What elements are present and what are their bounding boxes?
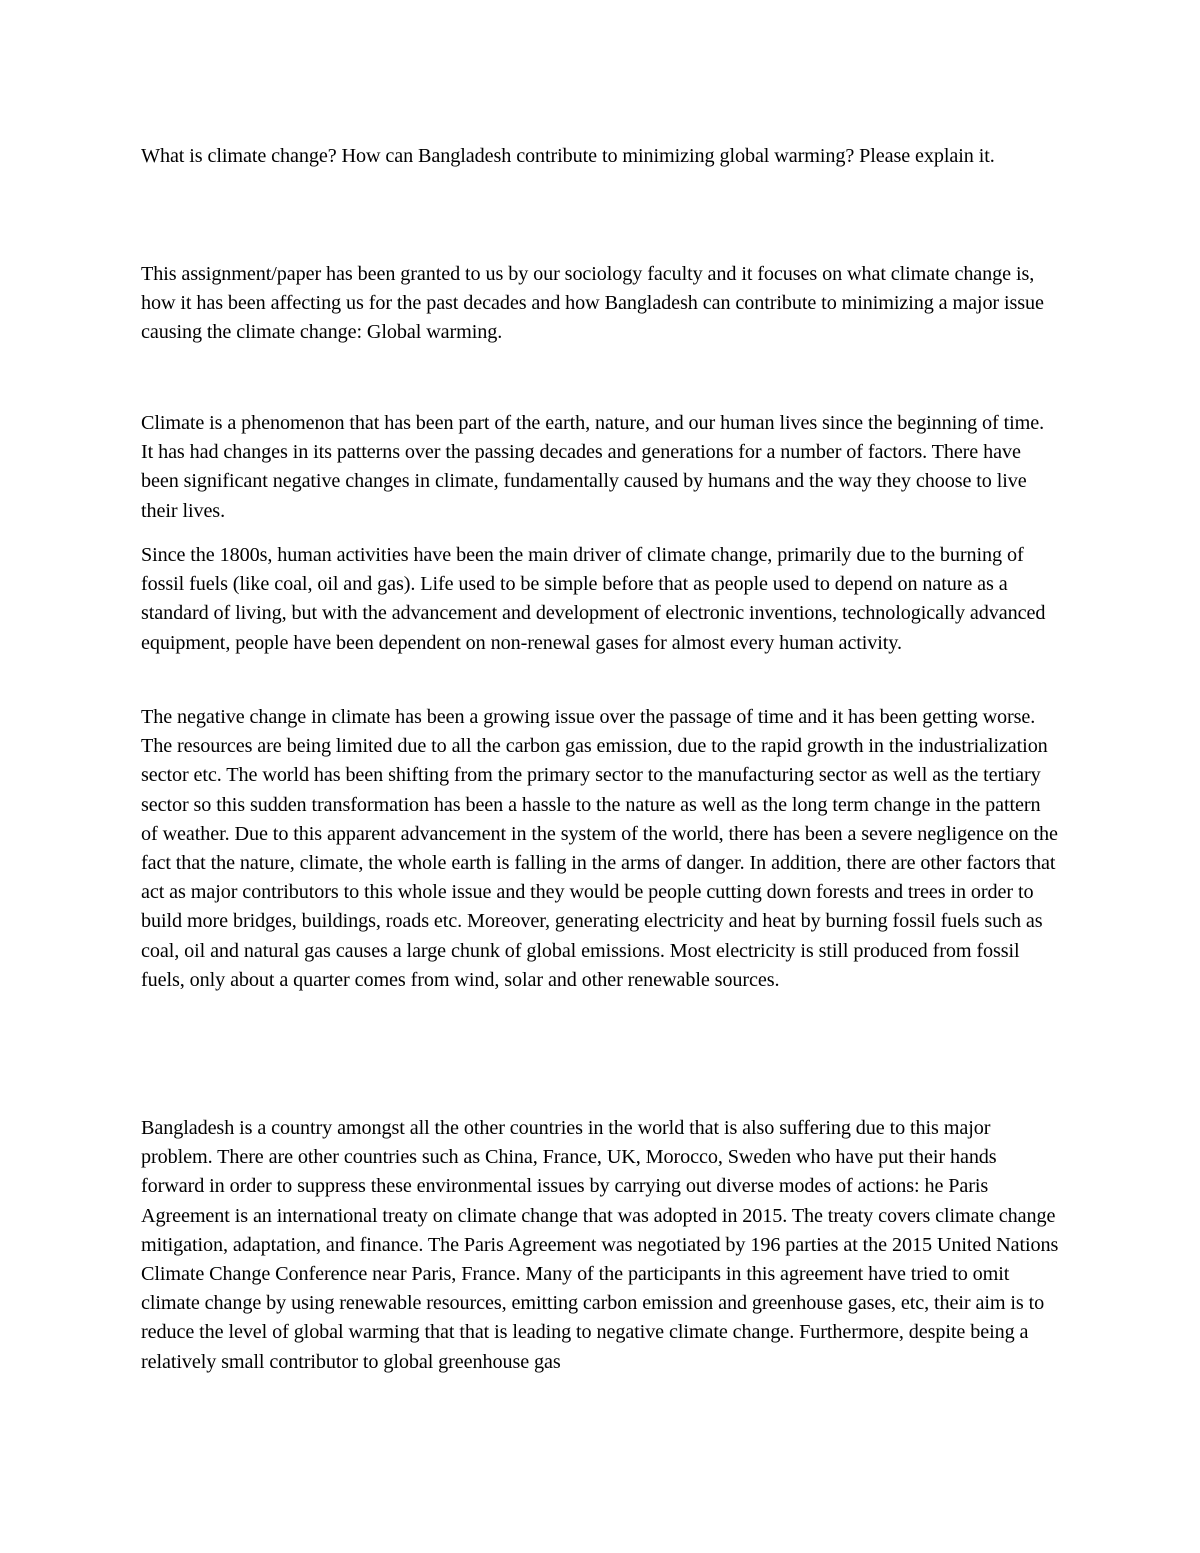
body-paragraph: Climate is a phenomenon that has been part of the earth, nature, and our human lives since the beginning of time. It has had changes in its patterns over the passing decades and generations for a number of factors. There have been significant negative changes in climate, fundamentally caused by humans and the way they choose to live their lives. — [141, 412, 1045, 522]
body-paragraph: Since the 1800s, human activities have been the main driver of climate change, primarily due to the burning of fossil fuels (like coal, oil and gas). Life used to be simple before that as people used to depend on nature as a standard of living, but with the advancement and development of electronic inventions, technologically advanced equipment, people have been dependent on non-renewal gases for almost every human activity. — [141, 544, 1046, 654]
body-paragraph: Bangladesh is a country amongst all the other countries in the world that is also suffering due to this major problem. There are other countries such as China, France, UK, Morocco, Sweden who have put their hands forward in order to suppress these environmental issues by carrying out diverse modes of actions: he Paris Agreement is an international treaty on climate change that was adopted in 2015. The treaty covers climate change mitigation, adaptation, and finance. The Paris Agreement was negotiated by 196 parties at the 2015 United Nations Climate Change Conference near Paris, France. Many of the participants in this agreement have tried to omit climate change by using renewable resources, emitting carbon emission and greenhouse gases, etc, their aim is to reduce the level of global warming that that is leading to negative climate change. Furthermore, despite being a relatively small contributor to global greenhouse gas — [141, 1117, 1059, 1373]
intro-paragraph: This assignment/paper has been granted to us by our sociology faculty and it focuses on what climate change is, how it has been affecting us for the past decades and how Bangladesh can contribute to minimizing a major issue causing the climate change: Global warming. — [141, 263, 1044, 344]
body-paragraph: The negative change in climate has been a growing issue over the passage of time and it has been getting worse. The resources are being limited due to all the carbon gas emission, due to the rapid growth in the industrialization sector etc. The world has been shifting from the primary sector to the manufacturing sector as well as the tertiary sector so this sudden transformation has been a hassle to the nature as well as the long term change in the pattern of weather. Due to this apparent advancement in the system of the world, there has been a severe negligence on the fact that the nature, climate, the whole earth is falling in the arms of danger. In addition, there are other factors that act as major contributors to this whole issue and they would be people cutting down forests and trees in order to build more bridges, buildings, roads etc. Moreover, generating electricity and heat by burning fossil fuels such as coal, oil and natural gas causes a large chunk of global emissions. Most electricity is still produced from fossil fuels, only about a quarter comes from wind, solar and other renewable sources. — [141, 706, 1058, 991]
question-title: What is climate change? How can Bangladesh contribute to minimizing global warming? Please explain it. — [141, 145, 995, 167]
